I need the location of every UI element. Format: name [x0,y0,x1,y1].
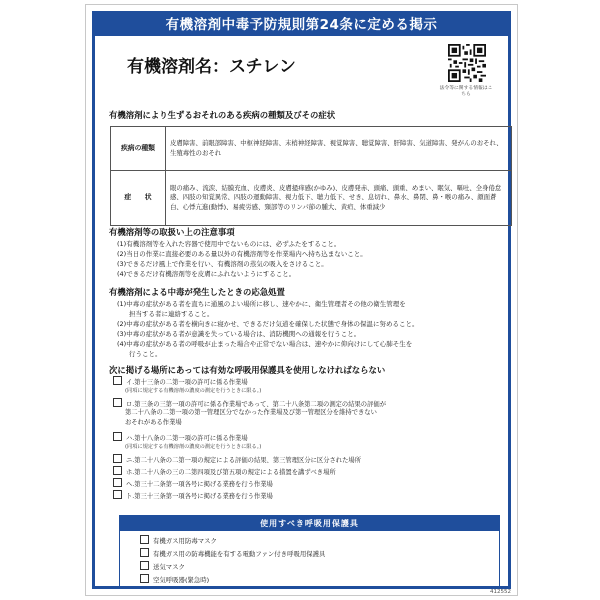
respirator-item [140,561,185,571]
qr-code-icon[interactable] [448,44,486,82]
table-row [111,171,512,226]
respirators-box [119,515,500,588]
place-text: ヘ.第三十二条第一項各号に掲げる業務を行う作業場 [126,481,273,488]
handling-heading: 有機溶剤等の取扱い上の注意事項 [109,227,235,237]
notice-sign [85,4,518,596]
emergency-item: (4)中毒の症状がある者の呼吸が止まった場合や正常でない場合は、速やかに仰向けにして心肺そ生を [117,340,413,348]
respirator-label: 送気マスク [153,563,185,571]
emergency-item: (2)中毒の症状がある者を横向きに寝かせ、できるだけ気道を確保した状態で身体の保温に努めること。 [117,320,419,328]
place-text: イ.第十三条の二第一項の許可に係る作業場 [126,379,248,386]
symptoms-text: 眼の痛み、流涙、結膜充血、皮膚炎、皮膚掻痒感(かゆみ)、皮膚発赤、頭痛、頭重、めまい、眠気、嘔吐、全身倦怠感、四肢の知覚異常、四肢の運動障害、視力低下、聴力低下、せき、息切れ、鼻水、鼻閉、鼻・喉の痛み、顔面蒼白、心悸亢進(動悸)、易疲労感、頸部等のリンパ節の腫大、黄疸、体重減少 [166,171,512,226]
checkbox[interactable] [113,376,122,385]
handling-item: (1)有機溶剤等を入れた容器で使用中でないものには、必ずふたをすること。 [117,240,341,248]
diseases-heading: 有機溶剤により生ずるおそれのある疾病の種類及びその症状 [109,110,336,120]
respirator-item [140,535,217,545]
handling-item: (2)当日の作業に直接必要のある量以外の有機溶剤等を作業場内へ持ち込まないこと。 [117,250,367,258]
place-item [113,478,273,490]
place-text: 第二十八条の二第一項の第一管理区分でなかった作業場及び第一管理区分を維持できない [125,409,377,416]
place-subnote: (同項に規定する有機溶剤の濃度の測定を行うときに限る。) [125,444,262,450]
table-row [111,127,512,171]
checkbox[interactable] [113,466,122,475]
place-text: ロ.第三条の三第一項の許可に係る作業場であって、第二十八条第二項の測定の結果の評価が [126,401,386,408]
solvent-name: 有機溶剤名：スチレン [127,57,296,77]
handling-item: (4)できるだけ有機溶剤等を皮膚にふれないようにすること。 [117,270,296,278]
respirator-label: 空気呼吸器(緊急時) [153,576,210,584]
diseases-table [110,126,512,226]
place-item [113,454,361,466]
disease-type-label: 疾病の種類 [111,127,166,171]
checkbox[interactable] [113,398,122,407]
product-code: 412552 [490,589,511,595]
checkbox[interactable] [113,490,122,499]
checkbox[interactable] [140,535,149,544]
checkbox[interactable] [140,548,149,557]
sign-frame [92,11,511,589]
emergency-heading: 有機溶剤による中毒が発生したときの応急処置 [109,287,285,297]
emergency-item: 担当する者に連絡すること。 [129,310,214,318]
checkbox[interactable] [140,574,149,583]
sign-title: 有機溶剤中毒予防規則第24条に定める掲示 [95,14,508,36]
emergency-item: 行うこと。 [129,350,162,358]
place-text: ト.第三十三条第一項各号に掲げる業務を行う作業場 [126,493,273,500]
place-text: ホ.第二十八条の三の二第四項及び第五項の規定による措置を講ずべき場所 [126,469,336,476]
place-text: ニ.第二十八条の二第一項の規定による評価の結果、第三管理区分に区分された場所 [126,457,361,464]
symptoms-label: 症 状 [111,171,166,226]
checkbox[interactable] [113,454,122,463]
respirator-label: 有機ガス用の防毒機能を有する電動ファン付き呼吸用保護具 [153,550,326,558]
checkbox[interactable] [140,561,149,570]
checkbox[interactable] [113,478,122,487]
place-text: ハ.第十八条の二第一項の許可に係る作業場 [126,435,248,442]
respirator-label: 有機ガス用防毒マスク [153,537,217,545]
respirator-item [140,574,209,584]
place-text: おそれがある作業場 [125,419,182,426]
emergency-item: (1)中毒の症状がある者を直ちに通風のよい場所に移し、速やかに、衛生管理者その他の衛生管理を [117,300,406,308]
handling-item: (3)できるだけ風上で作業を行い、有機溶剤の蒸気の吸入をさけること。 [117,260,328,268]
qr-caption: 法令等に関する情報はこちら [439,86,493,97]
place-subnote: (同項に規定する有機溶剤の濃度の測定を行うときに限る。) [125,388,262,394]
respirators-heading: 使用すべき呼吸用保護具 [120,516,499,531]
places-heading: 次に掲げる場所にあっては有効な呼吸用保護具を使用しなければならない [109,365,386,375]
place-item [113,466,336,478]
checkbox[interactable] [113,432,122,441]
emergency-item: (3)中毒の症状がある者が意識を失っている場合は、消防機関への通報を行うこと。 [117,330,361,338]
respirator-item [140,548,325,558]
disease-type-text: 皮膚障害、前眼部障害、中枢神経障害、末梢神経障害、視覚障害、聴覚障害、肝障害、気道障害、発がんのおそれ、生殖毒性のおそれ [166,127,512,171]
place-item [113,490,273,502]
